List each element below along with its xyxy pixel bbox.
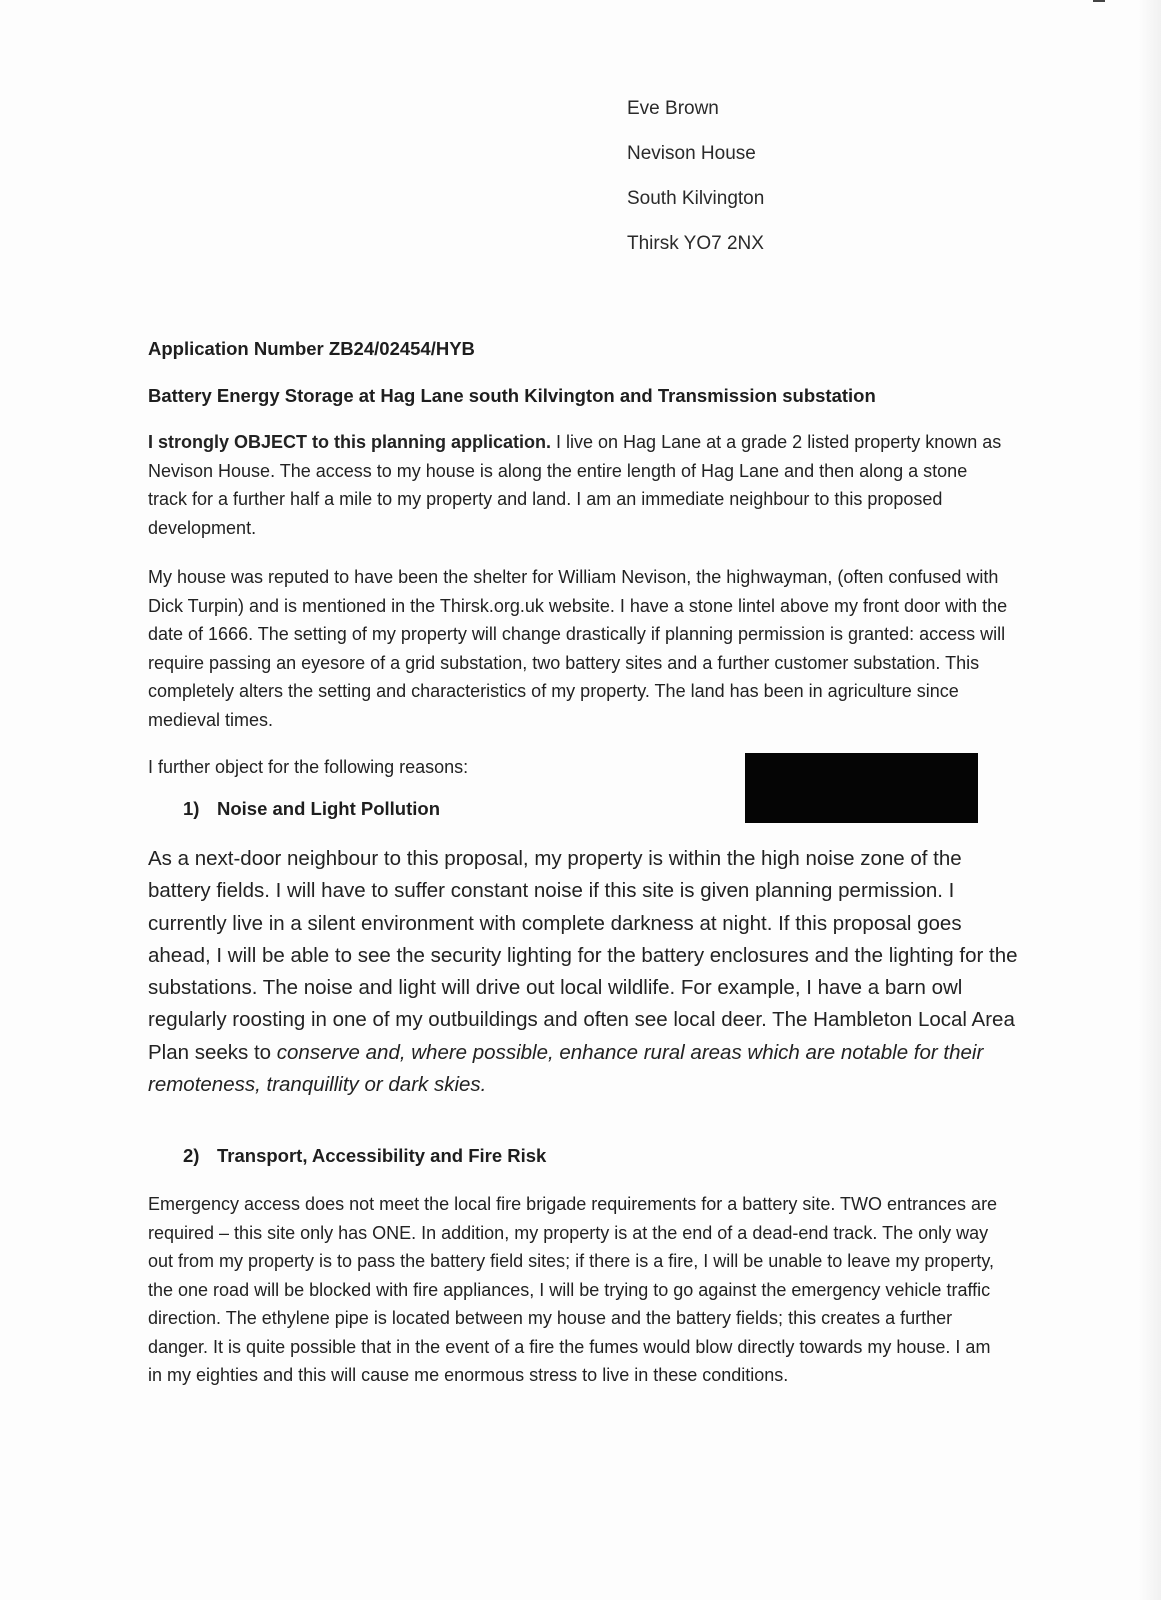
scan-mark <box>1093 0 1105 2</box>
objection-details: I live on Hag Lane at a grade 2 listed property known as Nevison House. The access to my house is along the entire length of Hag Lane and then along a stone track for a further half a mile to my property and land. I am an immediate neighbour to this proposed development. <box>148 432 1002 538</box>
scan-edge-shadow <box>1139 0 1161 1600</box>
section-2-title: Transport, Accessibility and Fire Risk <box>217 1145 547 1166</box>
section-2-heading <box>183 1145 546 1167</box>
application-number-heading: Application Number ZB24/02454/HYB <box>148 338 475 359</box>
objection-statement: I strongly OBJECT to this planning application. <box>148 432 552 452</box>
redaction-box <box>745 753 978 823</box>
further-objection-intro: I further object for the following reasons: <box>148 757 469 777</box>
objection-paragraph <box>148 428 1008 542</box>
section-1-heading <box>183 798 440 820</box>
sender-address <box>627 86 764 266</box>
sender-house: Nevison House <box>627 143 756 164</box>
section-1-body <box>148 843 1018 1101</box>
section-2-number: 2) <box>183 1145 200 1166</box>
sender-village: South Kilvington <box>627 188 765 209</box>
section-1-title: Noise and Light Pollution <box>217 798 441 819</box>
sender-town-postcode: Thirsk YO7 2NX <box>627 233 764 254</box>
sender-name: Eve Brown <box>627 98 719 119</box>
section-1-number: 1) <box>183 798 200 819</box>
section-2-body: Emergency access does not meet the local fire brigade requirements for a battery site. TWO entrances are required – this site only has ONE. In addition, my property is at the end of a dead-end track. The only way out from my property is to pass the battery field sites; if there is a fire, I will be unable to leave my property, the one road will be blocked with fire appliances, I will be trying to go against the emergency vehicle traffic direction. The ethylene pipe is located between my house and the battery fields; this creates a further danger. It is quite possible that in the event of a fire the fumes would blow directly towards my house. I am in my eighties and this will cause me enormous stress to live in these conditions. <box>148 1194 998 1385</box>
subject-heading: Battery Energy Storage at Hag Lane south Kilvington and Transmission substation <box>148 385 876 406</box>
history-paragraph: My house was reputed to have been the shelter for William Nevison, the highwayman, (often confused with Dick Turpin) and is mentioned in the Thirsk.org.uk website. I have a stone lintel above my front door with the date of 1666. The setting of my property will change drastically if planning permission is granted: access will require passing an eyesore of a grid substation, two battery sites and a further customer substation. This completely alters the setting and characteristics of my property. The land has been in agriculture since medieval times. <box>148 567 1008 730</box>
section-1-quote: conserve and, where possible, enhance rural areas which are notable for their remoteness, tranquillity or dark skies. <box>148 1040 984 1097</box>
section-1-text: As a next-door neighbour to this proposal, my property is within the high noise zone of the battery fields. I will have to suffer constant noise if this site is given planning permission. I currently live in a silent environment with complete darkness at night. If this proposal goes ahead, I will be able to see the security lighting for the battery enclosures and the lighting for the substations. The noise and light will drive out local wildlife. For example, I have a barn owl regularly roosting in one of my outbuildings and often see local deer. The Hambleton Local Area Plan seeks to <box>148 847 1018 1064</box>
